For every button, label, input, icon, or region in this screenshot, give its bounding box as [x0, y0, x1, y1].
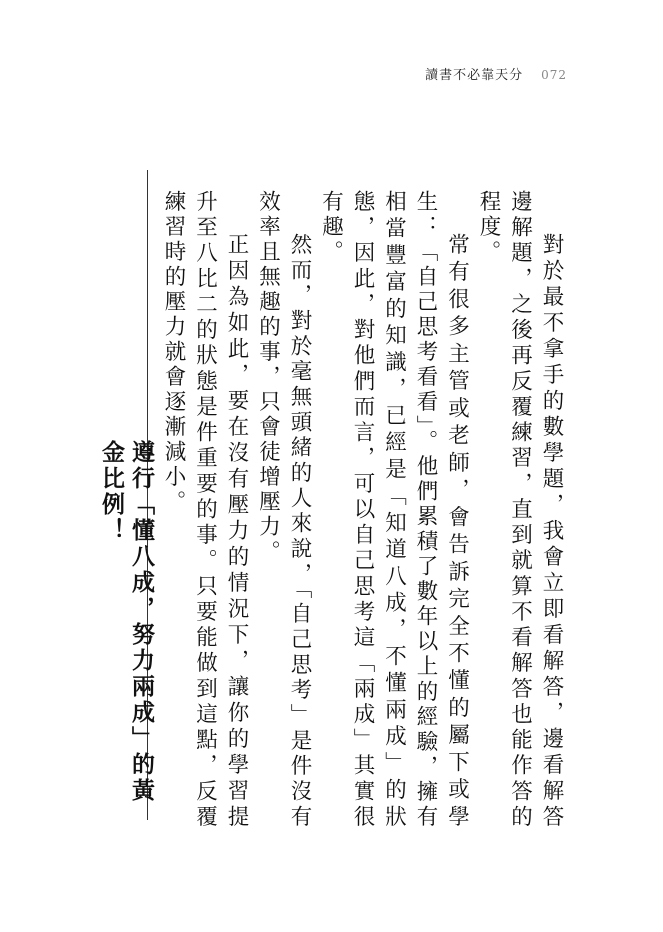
paragraph-4: 正因為如此，要在沒有壓力的情況下，讓你的學習提升至八比二的狀態是件重要的事。只要能做到這點，反覆練習時的壓力就會逐漸減小。 [161, 190, 249, 830]
paragraph-3: 然而，對於毫無頭緒的人來說，「自己思考」是件沒有效率且無趣的事，只會徒增壓力。 [255, 190, 312, 830]
paragraph-2: 常有很多主管或老師，會告訴完全不懂的屬下或學生：「自己思考看看」。他們累積了數年以上的經驗，擁有相當豐富的知識，已經是「知道八成，不懂兩成」的狀態，因此，對他們而言，可以自己思考這「兩成」其實很有趣。 [318, 190, 470, 830]
paragraph-1: 對於最不拿手的數學題，我會立即看解答，邊看解答邊解題，之後再反覆練習，直到就算不看解答也能作答的程度。 [476, 190, 564, 830]
body-text [150, 190, 567, 830]
running-header [425, 64, 567, 83]
side-heading: 遵行「懂八成，努力兩成」的黃金比例！ [98, 440, 154, 804]
book-title: 讀書不必靠天分 [425, 68, 524, 83]
page-number: 072 [541, 68, 567, 82]
